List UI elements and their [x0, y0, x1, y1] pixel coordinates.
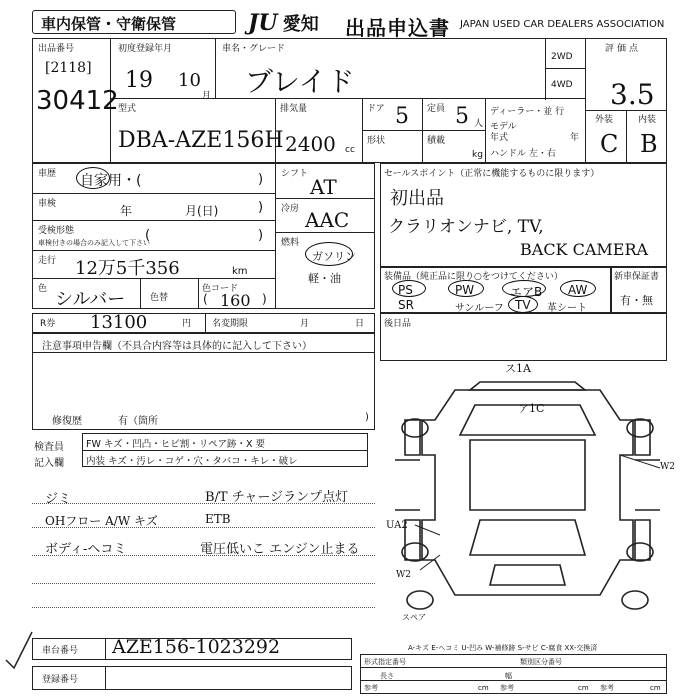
equip-sunroof: サンルーフ [455, 303, 504, 314]
shift-value: AT [310, 175, 337, 199]
rating-value: 3.5 [610, 78, 655, 111]
association-name: JAPAN USED CAR DEALERS ASSOCIATION [460, 19, 665, 30]
logo [248, 10, 319, 36]
cooler-value: AAC [305, 208, 350, 232]
displacement-unit: cc [345, 145, 355, 155]
comment-2: B/T チャージランプ点灯 [205, 490, 349, 505]
diagram-left-label: UA2 [386, 520, 408, 531]
capacity-unit: 人 [474, 119, 484, 129]
inspection-cert-label: 受検形態 [38, 226, 75, 236]
diagram-roof-label: ア1C [518, 402, 545, 415]
reg-label: 登録番号 [42, 675, 79, 685]
spec-row1: 形式指定番号 [364, 658, 406, 666]
spec-row3e: 参考 [600, 684, 614, 692]
cooler-label: 冷房 [281, 204, 300, 214]
color-code-label: 色コード [202, 284, 239, 294]
shift-label: シフト [281, 169, 309, 179]
gasoline-circle [305, 242, 353, 266]
storage-tag-text: 車内保管・守衛保管 [41, 15, 177, 33]
model-label: 型式 [118, 104, 137, 114]
pw-circle [448, 280, 484, 297]
history-value: 自家用・( [80, 173, 142, 189]
spec-row3b: 長さ [380, 672, 394, 680]
load-unit: kg [472, 150, 483, 160]
fuel-diesel: 軽・油 [308, 272, 341, 285]
recycle-label: R券 [40, 319, 56, 329]
inspection-label: 車検 [38, 199, 57, 209]
car-name-value: ブレイド [245, 65, 355, 98]
spec-unit-1: cm [478, 684, 489, 692]
lot-label: 出品番号 [38, 44, 75, 54]
history-label: 車歴 [38, 169, 57, 179]
spec-row2: 類別区分番号 [520, 658, 562, 666]
inspection-year: 年 [120, 204, 133, 218]
doors-value: 5 [395, 104, 409, 129]
spec-unit-2: cm [578, 684, 589, 692]
comment-5: ボディ-ヘコミ [45, 542, 127, 557]
diagram-left-label-2: W2 [396, 570, 411, 580]
airbag-circle [502, 280, 546, 297]
mileage-unit: km [232, 266, 248, 277]
first-reg-month-unit: 月 [202, 91, 212, 101]
recycle-unit: 円 [182, 319, 192, 329]
mileage-value: 12万5千356 [75, 258, 180, 279]
repair-close: ) [365, 412, 369, 423]
spec-row3a: 参考 [364, 684, 378, 692]
rating-ext-label: 外装 [595, 115, 614, 125]
equip-tv: TV [515, 298, 531, 312]
drive-2wd: 2WD [551, 52, 573, 62]
logo-org: 愛知 [282, 14, 319, 35]
comment-4: ETB [205, 512, 231, 526]
mileage-label: 走行 [38, 256, 57, 266]
sales-point-2: クラリオンナビ, TV, [388, 217, 544, 237]
displacement-value: 2400 [285, 132, 336, 156]
repair-label: 修復歴 [52, 416, 82, 427]
load-label: 積載 [427, 136, 446, 146]
first-reg-month: 10 [178, 70, 201, 91]
color-change-label: 色替 [150, 293, 169, 303]
damage-legend: A-キズ E-ヘコミ U-凹み W-補修跡 S-サビ C-腐食 XX-交換済 [408, 644, 598, 652]
notes-label: 注意事項申告欄（不具合内容等は具体的に記入して下さい） [42, 341, 312, 352]
lot-code: [2118] [45, 60, 92, 76]
rating-int: B [640, 130, 658, 158]
rating-label: 評価点 [605, 44, 642, 54]
check-mark [4, 630, 34, 670]
inspector-fw-row: FW キズ・凹凸・ヒビ割・リペア跡・X 要 [86, 439, 266, 450]
model-value: DBA-AZE156H [118, 128, 284, 153]
repair-value: 有（箇所 [118, 416, 158, 427]
equipment-label: 装備品（純正品に限り○をつけてください） [384, 272, 563, 282]
displacement-label: 排気量 [280, 104, 308, 114]
color-code: 160 [220, 291, 251, 310]
inspector-label-2: 記入欄 [34, 458, 64, 469]
inspection-month: 月(日) [185, 204, 219, 218]
spare-label: スペア [402, 613, 426, 622]
chassis-value: AZE156-1023292 [112, 636, 281, 658]
form-title: 出品申込書 [345, 16, 450, 40]
first-reg-year: 19 [125, 68, 153, 93]
rating-int-label: 内装 [638, 115, 657, 125]
color-label: 色 [38, 284, 48, 294]
rear-items-box [380, 313, 667, 361]
recycle-value: 13100 [90, 312, 148, 333]
ps-circle [392, 280, 426, 297]
chassis-label: 車台番号 [42, 646, 79, 656]
name-change-day: 日 [355, 319, 365, 329]
private-circle [76, 167, 110, 189]
doors-label: ドア [367, 104, 385, 114]
spec-row3c: 参考 [500, 684, 514, 692]
capacity-label: 定員 [427, 104, 446, 114]
recycle-row [32, 313, 375, 333]
rating-ext: C [600, 130, 619, 158]
name-change-label: 名変期限 [212, 319, 249, 329]
dealer-row3: 年式 [490, 133, 509, 143]
logo-mark: JU [248, 10, 278, 36]
color-code-open: ( [203, 292, 208, 306]
lot-number: 30412 [36, 86, 119, 116]
capacity-value: 5 [455, 104, 469, 129]
dealer-row1: ディーラー・並 行 [490, 107, 565, 117]
equip-ps: PS [398, 283, 413, 297]
car-name-label: 車名・グレード [222, 44, 286, 54]
spec-unit-3: cm [650, 684, 661, 692]
sales-points-label: セールスポイント（正常に機能するものに限ります） [384, 169, 600, 179]
dealer-row2: モデル [490, 122, 517, 132]
sales-point-3: BACK CAMERA [520, 240, 649, 259]
comment-3: OHフロー A/W キズ [45, 514, 158, 528]
rear-items-label: 後日品 [384, 319, 412, 329]
inspection-cert-open: ( [145, 228, 151, 243]
reg-row [32, 666, 352, 690]
aw-circle [560, 280, 596, 297]
shape-label: 形状 [367, 136, 386, 146]
equip-airbag: エアB [510, 285, 543, 299]
inspector-label-1: 検査員 [34, 442, 64, 453]
diagram-right-label: W2 [660, 462, 675, 472]
comment-6: 電圧低いこ エンジン止まる [200, 542, 360, 557]
equip-pw: PW [455, 283, 475, 297]
dealer-row3-unit: 年 [570, 133, 580, 143]
drive-4wd: 4WD [551, 80, 573, 90]
name-change-month: 月 [300, 319, 310, 329]
inspection-cert-close: ) [258, 228, 264, 243]
fuel-label: 燃料 [281, 238, 300, 248]
dealer-row4: ハンドル 左・右 [490, 149, 556, 159]
warranty-label: 新車保証書 [614, 272, 660, 282]
history-close: ) [258, 172, 264, 187]
inspection-cert-note: 車検付きの場合のみ記入して下さい [38, 239, 150, 247]
equip-leather: 革シート [547, 303, 587, 314]
first-reg-label: 初度登録年月 [118, 44, 173, 54]
spec-row3d: 幅 [505, 672, 512, 680]
equip-aw: AW [568, 283, 588, 297]
storage-tag [32, 10, 236, 34]
inspector-int-row: 内装 キズ・汚レ・コゲ・穴・タバコ・キレ・破レ [86, 456, 298, 467]
equip-sr: SR [398, 298, 414, 312]
color-code-close: ) [262, 292, 267, 306]
sales-point-1: 初出品 [390, 188, 444, 209]
inspection-close: ) [258, 200, 264, 215]
color-value: シルバー [55, 289, 126, 310]
tv-circle [508, 296, 538, 313]
warranty-value: 有・無 [620, 294, 653, 307]
comment-1: ジミ [45, 492, 72, 507]
diagram-top-label: ス1A [505, 362, 531, 375]
fuel-gasoline: ガソリン [312, 250, 356, 263]
